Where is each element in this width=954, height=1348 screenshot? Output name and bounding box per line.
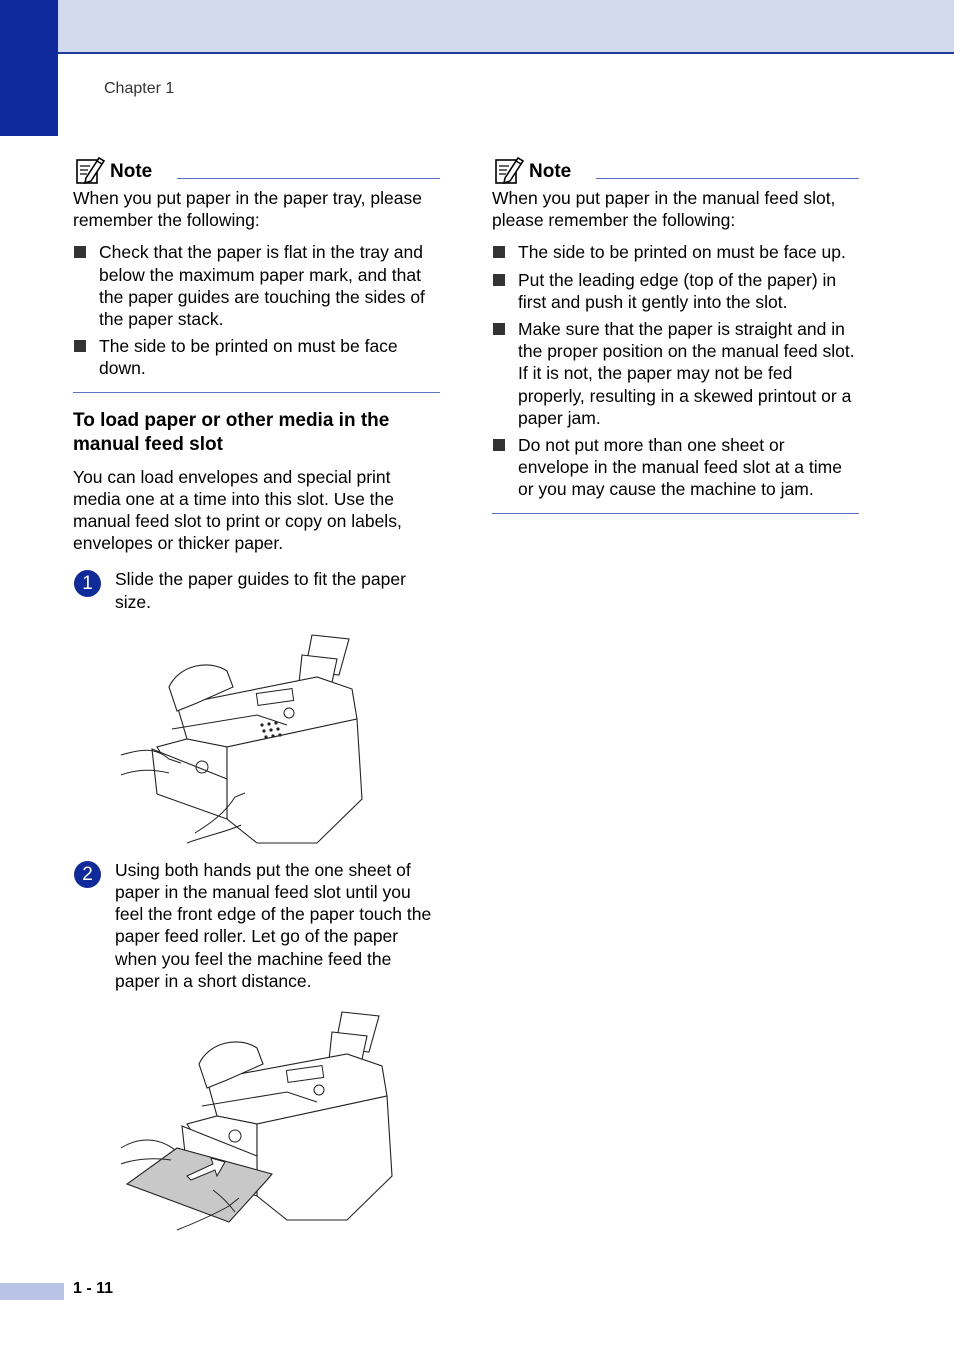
bullet-square-icon <box>493 439 505 451</box>
left-column <box>73 155 440 1233</box>
note-intro: When you put paper in the paper tray, please remember the following: <box>73 188 422 231</box>
bullet-square-icon <box>74 246 86 258</box>
footer-tab <box>0 1283 64 1300</box>
list-item: The side to be printed on must be face up. <box>492 241 859 263</box>
bullet-square-icon <box>493 274 505 286</box>
bullet-square-icon <box>493 323 505 335</box>
chapter-label: Chapter 1 <box>104 80 175 97</box>
section-heading: To load paper or other media in the manual feed slot <box>73 409 390 455</box>
step-2 <box>73 859 440 992</box>
note-pencil-icon <box>75 155 105 185</box>
fax-machine-paper-guides-illustration <box>117 629 367 845</box>
list-item: Put the leading edge (top of the paper) in first and push it gently into the slot. <box>492 269 859 313</box>
note-intro: When you put paper in the manual feed slot, please remember the following: <box>492 188 836 231</box>
note-rule <box>596 178 859 179</box>
bullet-square-icon <box>74 340 86 352</box>
step-text: Using both hands put the one sheet of paper in the manual feed slot until you feel the front edge of the paper touch the paper feed roller. Let go of the paper when you feel the machine feed the paper in a short distance. <box>115 859 432 991</box>
note-title: Note <box>110 161 153 182</box>
fax-machine-manual-feed-illustration <box>117 1008 397 1233</box>
bullet-square-icon <box>493 246 505 258</box>
step-1 <box>73 568 440 612</box>
page-number: 1 - 11 <box>73 1280 114 1297</box>
note-header <box>73 155 440 187</box>
chapter-tab <box>0 0 58 136</box>
note-bullet-list <box>73 241 440 379</box>
note-end-rule <box>73 392 440 393</box>
list-item: Make sure that the paper is straight and in the proper position on the manual feed slot. If it is not, the paper may not be fed properly, resulting in a skewed printout or a paper jam. <box>492 318 859 429</box>
note-bullet-list <box>492 241 859 500</box>
note-rule <box>177 178 440 179</box>
note-title: Note <box>529 161 572 182</box>
list-item: The side to be printed on must be face down. <box>73 335 440 379</box>
note-header <box>492 155 859 187</box>
section-intro: You can load envelopes and special print media one at a time into this slot. Use the manual feed slot to print or copy on labels, envelopes or thicker paper. <box>73 466 402 554</box>
step-number-badge: 1 <box>74 570 101 597</box>
step-number-badge: 2 <box>74 861 101 888</box>
right-column <box>492 155 859 514</box>
note-pencil-icon <box>494 155 524 185</box>
step-text: Slide the paper guides to fit the paper size. <box>115 569 406 612</box>
list-item: Do not put more than one sheet or envelope in the manual feed slot at a time or you may cause the machine to jam. <box>492 434 859 501</box>
note-end-rule <box>492 513 859 514</box>
header-band <box>0 0 954 54</box>
list-item: Check that the paper is flat in the tray and below the maximum paper mark, and that the paper guides are touching the sides of the paper stack. <box>73 241 440 330</box>
